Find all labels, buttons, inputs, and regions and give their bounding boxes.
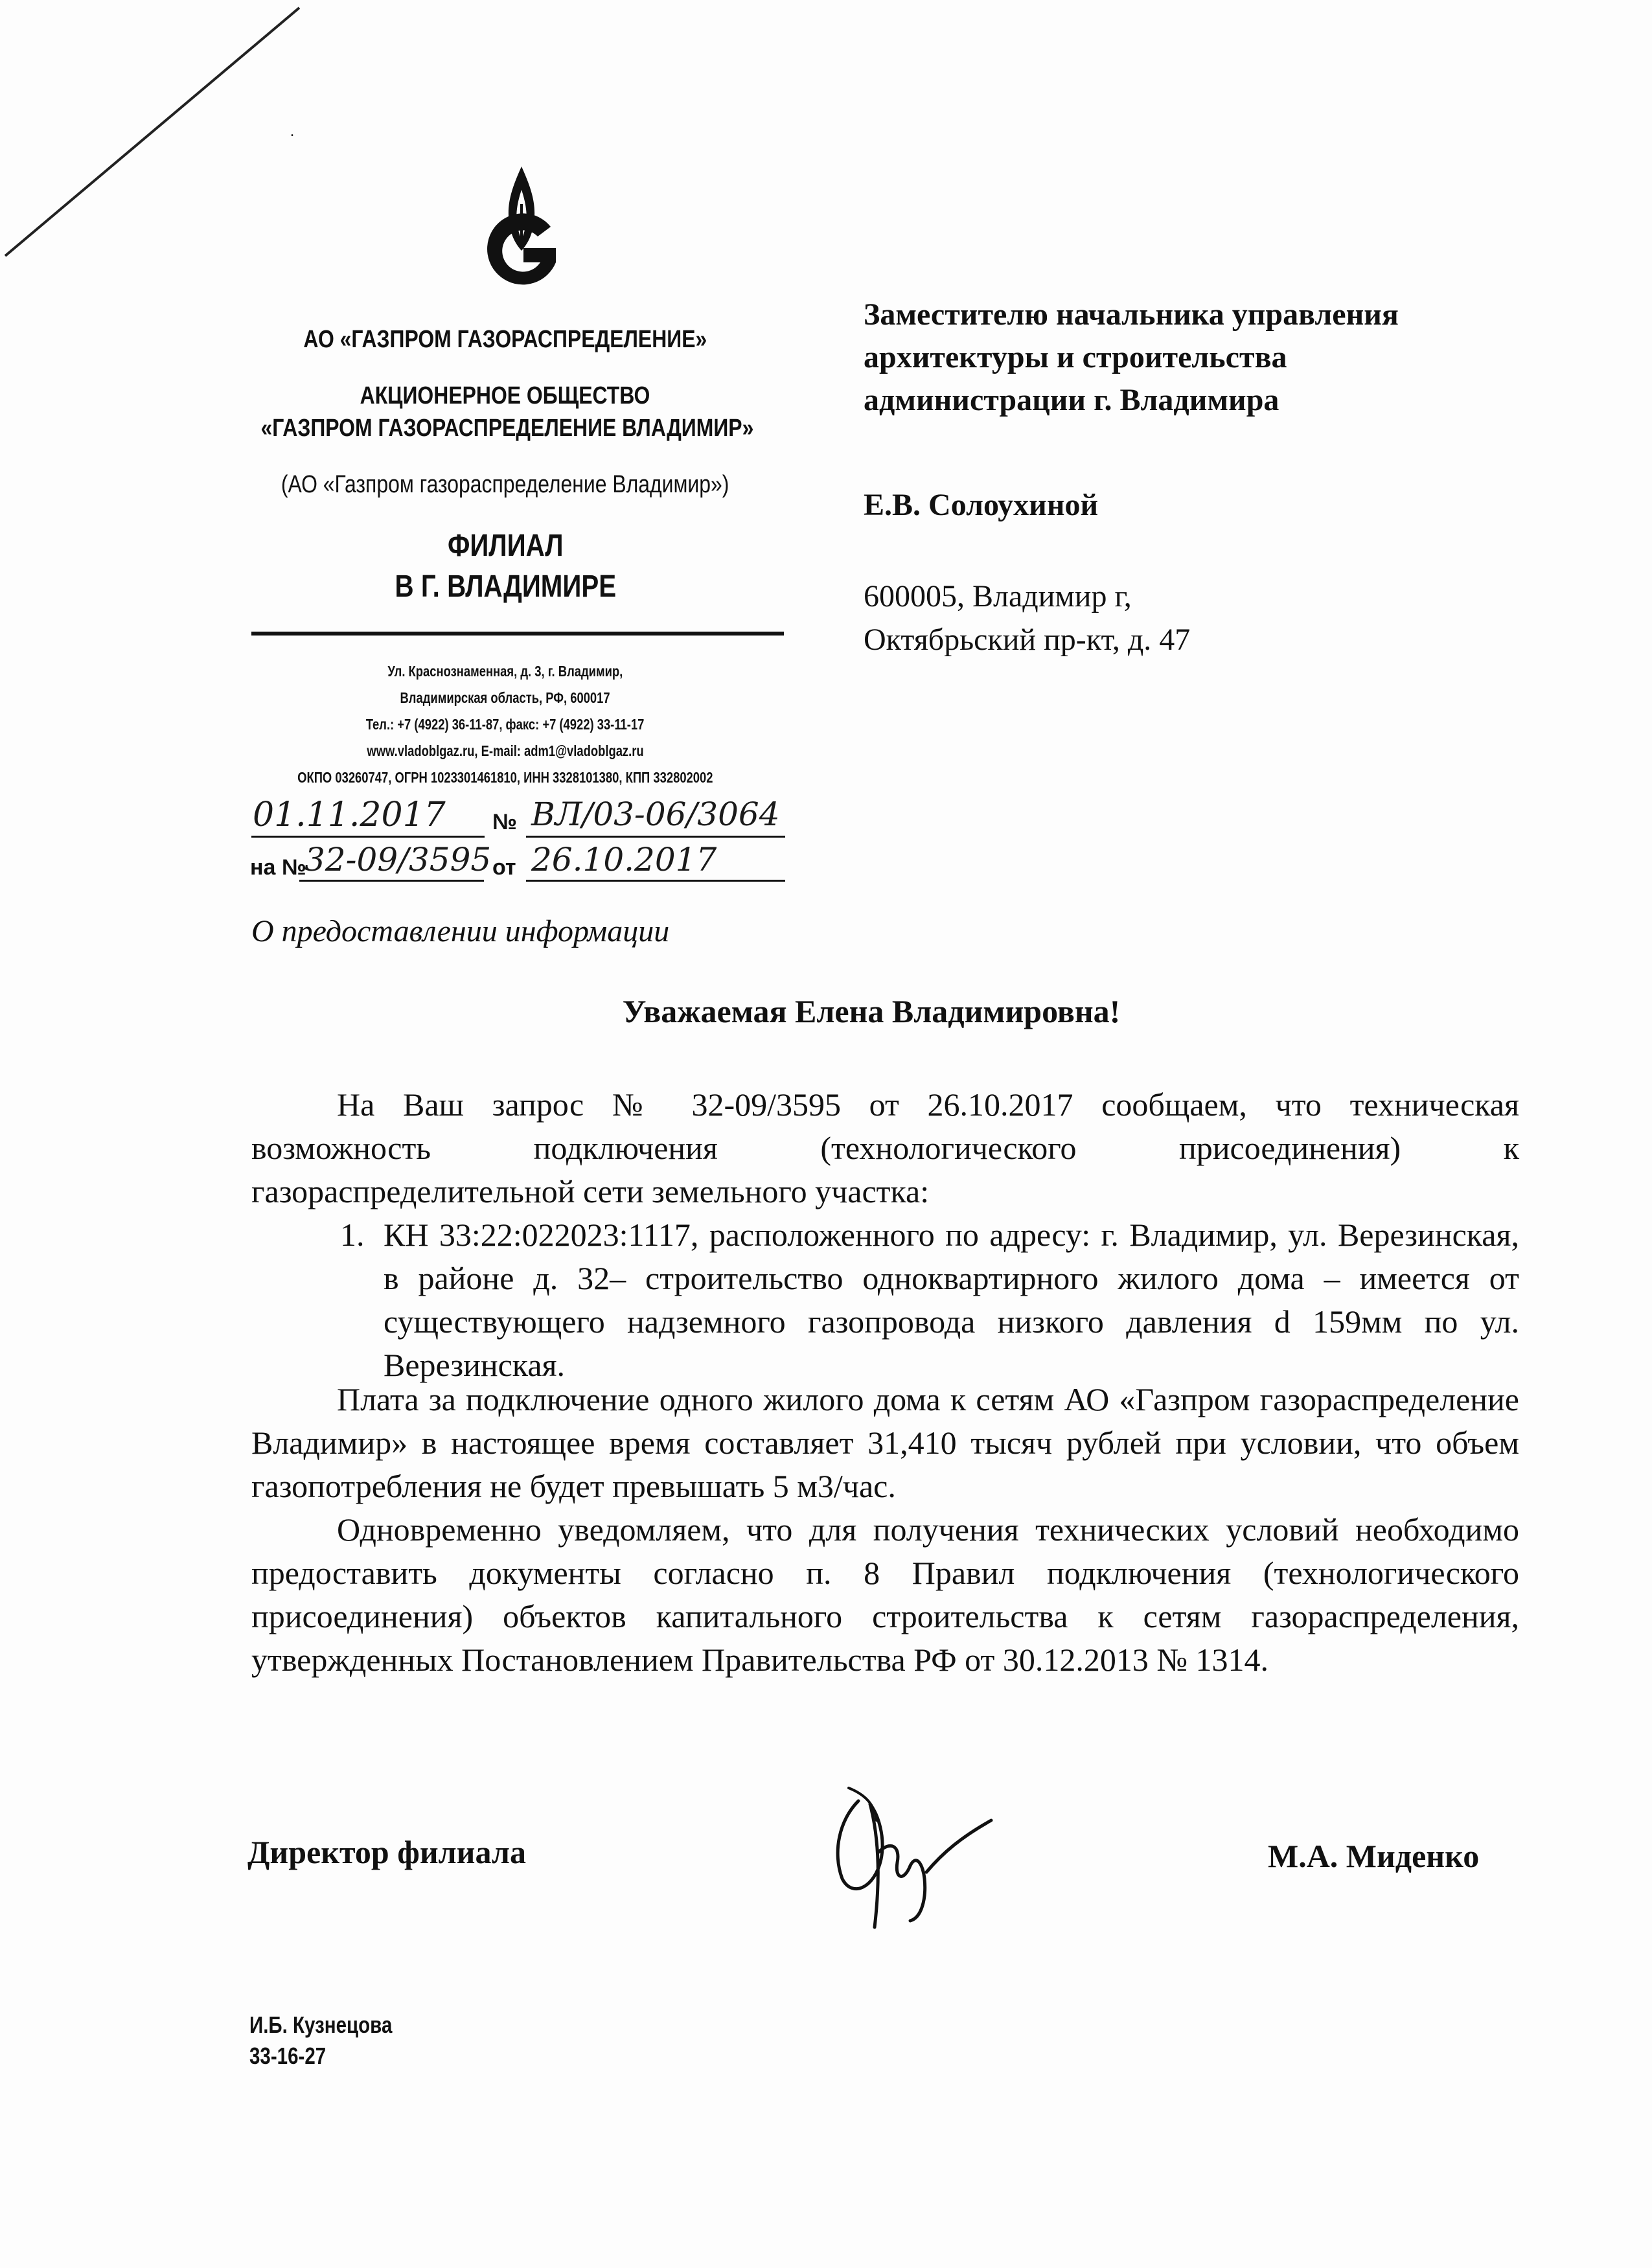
list-item-number: 1. bbox=[340, 1217, 365, 1253]
recipient-name: Е.В. Солоухиной bbox=[864, 488, 1099, 522]
reply-to-label: на № bbox=[250, 855, 306, 880]
branch-title-line1: ФИЛИАЛ bbox=[447, 529, 564, 563]
executor-phone: 33-16-27 bbox=[249, 2043, 327, 2069]
body-paragraph-2: Плата за подключение одного жилого дома к сетям АО «Газпром газораспределение Владимир» в настоящее время составляет 31,410 тысяч рублей при условии, что объем газопотребления не будет превышать 5 м3/час. bbox=[251, 1381, 1519, 1504]
address-line1: Ул. Краснознаменная, д. 3, г. Владимир, bbox=[387, 663, 623, 680]
company-short-name: (АО «Газпром газораспределение Владимир») bbox=[281, 471, 729, 498]
scan-corner-line bbox=[0, 0, 311, 272]
from-label: от bbox=[492, 855, 516, 880]
handwritten-signature bbox=[813, 1775, 1027, 1943]
recipient-address-line1: 600005, Владимир г, bbox=[864, 579, 1132, 613]
body-p1-line2: возможность подключения (технологического присоединения) к bbox=[251, 1130, 1519, 1166]
recipient-position-line3: администрации г. Владимира bbox=[864, 383, 1279, 417]
signatory-position: Директор филиала bbox=[247, 1834, 526, 1870]
gazprom-logo-icon bbox=[473, 165, 570, 301]
body-paragraph-3: Одновременно уведомляем, что для получения технических условий необходимо предоставить документы согласно п. 8 Правил подключения (технологического присоединения) объектов капитального строительства к сетям газораспределения, утвержденных Постановлением Правительства РФ от 30.12.2013 № 1314. bbox=[251, 1511, 1519, 1678]
reply-to-date: 26.10.2017 bbox=[531, 841, 717, 878]
parent-company-name: АО «ГАЗПРОМ ГАЗОРАСПРЕДЕЛЕНИЕ» bbox=[303, 326, 707, 353]
recipient-address-line2: Октябрьский пр-кт, д. 47 bbox=[864, 623, 1191, 657]
list-item-text: КН 33:22:022023:1117, расположенного по адресу: г. Владимир, ул. Верезинская, в районе д. 32– строительство одноквартирного жилого дома – имеется от существующего надземного газопровода низкого давления d 159мм по ул. Верезинская. bbox=[384, 1217, 1519, 1383]
executor-name: И.Б. Кузнецова bbox=[249, 2011, 393, 2038]
company-name-line2: «ГАЗПРОМ ГАЗОРАСПРЕДЕЛЕНИЕ ВЛАДИМИР» bbox=[260, 415, 754, 442]
date-underline bbox=[251, 836, 485, 838]
outgoing-date: 01.11.2017 bbox=[253, 796, 446, 834]
registration-codes-line: ОКПО 03260747, ОГРН 1023301461810, ИНН 3328101380, КПП 332802002 bbox=[297, 769, 713, 786]
phone-fax-line: Тел.: +7 (4922) 36-11-87, факс: +7 (4922) 33-11-17 bbox=[366, 716, 645, 733]
signatory-name: М.А. Миденко bbox=[1268, 1838, 1480, 1874]
branch-title-line2: В Г. ВЛАДИМИРЕ bbox=[395, 569, 616, 604]
scan-speck: . bbox=[290, 123, 294, 140]
salutation: Уважаемая Елена Владимировна! bbox=[622, 993, 1121, 1029]
reply-number-underline bbox=[299, 880, 484, 882]
reply-to-number: 32-09/3595 bbox=[304, 841, 492, 878]
number-label: № bbox=[492, 810, 517, 834]
web-email-line: www.vladoblgaz.ru, E-mail: adm1@vladoblgaz.ru bbox=[367, 742, 644, 759]
recipient-position-line1: Заместителю начальника управления bbox=[864, 297, 1399, 332]
recipient-position-line2: архитектуры и строительства bbox=[864, 340, 1287, 374]
body-p1-line1: На Ваш запрос № 32-09/3595 от 26.10.2017 сообщаем, что техническая bbox=[337, 1086, 1519, 1123]
company-name-line1: АКЦИОНЕРНОЕ ОБЩЕСТВО bbox=[360, 382, 650, 409]
outgoing-number: ВЛ/03-06/3064 bbox=[531, 796, 780, 833]
letter-subject: О предоставлении информации bbox=[251, 914, 670, 948]
body-p1-line3: газораспределительной сети земельного участка: bbox=[251, 1173, 930, 1209]
letterhead-divider bbox=[251, 632, 784, 636]
number-underline bbox=[526, 836, 785, 838]
reply-date-underline bbox=[526, 880, 785, 882]
address-line2: Владимирская область, РФ, 600017 bbox=[400, 689, 611, 706]
